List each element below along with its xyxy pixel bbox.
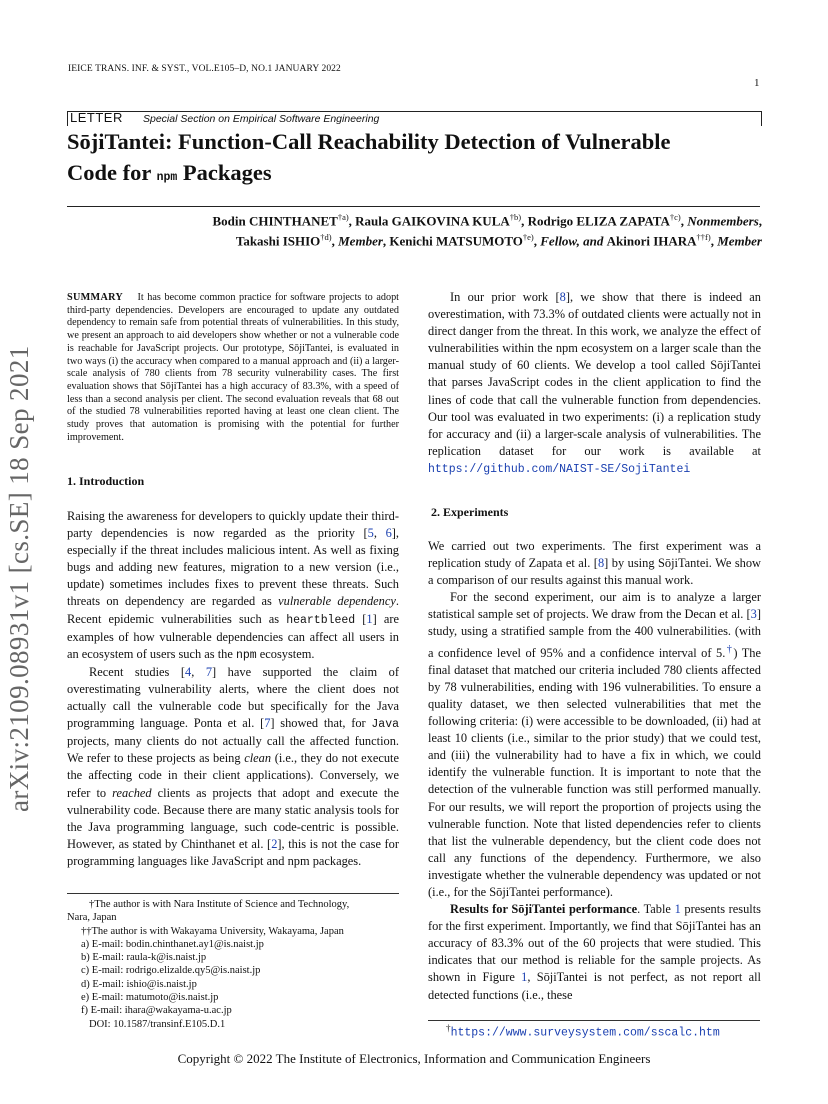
special-section-label: Special Section on Empirical Software Engineering [143,113,380,125]
title-line-1: SōjiTantei: Function-Call Reachability Detection of Vulnerable [67,129,671,154]
section-heading-introduction: 1. Introduction [67,474,145,488]
author-sup: †d) [320,232,332,243]
author-line-1: Bodin CHINTHANET$^{\dagger a)}$, Raula GAIKOVINA KULA$^{\dagger b)}$, Rodrigo ELIZA ZAPATA$^{\dagger c)}$, Nonmembers, [212,212,762,229]
prior-work-paragraph [428,289,761,478]
footnote-mark: † [446,1023,451,1033]
citation-link[interactable]: 7 [205,664,213,679]
experiments-body [428,538,761,1004]
emphasis: reached [112,785,152,800]
text: For the second experiment, our aim is to analyze a larger statistical sample set of projects. We draw from the Decan et al. [ [428,590,761,622]
text: ] study, using a stratified sample from the 400 vulnerabilities. (with a confidence level of 95% and a confidence interval of 5. [428,607,761,660]
citation-link[interactable]: 4 [185,664,192,679]
footnote-mark[interactable]: † [725,643,734,655]
author-role: Fellow [540,233,577,249]
author-name: Raula GAIKOVINA KULA [355,213,510,229]
text: ecosystem. [256,646,315,661]
survey-footnote [446,1023,720,1040]
text: ], we show that there is indeed an overestimation, with 73.3% of outdated clients were actually not in direct danger from the threat. In this work, we analyze the effect of vulnerabilities within the npm ecosystem on a larger scale than the manual study of 60 clients. We develop a tool called SōjiTantei that parses JavaScript codes in the client application to find the lines of code that call the vulnerable function from dependencies. Our tool was evaluated in two experiments: (i) a replication study for accuracy and (ii) a larger-scale analysis of vulnerabilities. The replication dataset for our work is available at [428,290,761,458]
author-name: Kenichi MATSUMOTO [389,233,523,249]
text: ], this is not the case for programming languages like JavaScript and npm packages. [67,836,400,868]
text: In our prior work [ [450,290,560,304]
text: Raising the awareness for developers to quickly update their third-party dependencies is now regarded as the priority [ [67,509,399,541]
exp-paragraph-2 [428,589,761,901]
email-footnote: c) E-mail: rodrigo.elizalde.qy5@is.naist.jp [81,965,261,977]
code-term: npm [235,648,257,662]
doi: DOI: 10.1587/transinf.E105.D.1 [89,1018,226,1030]
repository-link[interactable]: https://github.com/NAIST-SE/SojiTantei [428,462,691,476]
author-name: Takashi ISHIO [235,233,321,249]
emphasis: clean [244,751,272,766]
text: clients as projects that adopt and execute the vulnerability code. Because there are many static analysis tools for the Java programming language, such code-centric is possible. However, as stated by Chinthanet et al. [ [67,785,399,851]
author-role: Member [717,233,762,249]
title-npm: npm [156,171,178,184]
affiliation-footnotes [67,898,399,1031]
intro-paragraph-1: Raising the awareness for developers to quickly update their third-party dependencies is now regarded as the priority [5, 6], especially if the threat includes malicious intent. As well as fixing bugs and adding new features, migration to a new version (i.e., update) sometimes includes fixes to prevent these threats. Such threats on dependency are regarded as vulnerable dependency. Recent epidemic vulnerabilities such as heartbleed [1] are examples of how vulnerable dependencies can affect all users in an ecosystem of users such as the npm ecosystem. [67,509,399,662]
author-name: Akinori IHARA [606,233,697,249]
text: . Table [637,902,675,917]
title-line-2 [67,157,767,193]
copyright-notice: Copyright © 2022 The Institute of Electronics, Information and Communication Engineers [177,1051,651,1066]
text: ) The final dataset that matched our criteria included 780 clients affected by 78 vulnerabilities, ending with 196 vulnerabilities. To ensure a quality dataset, we then selected vulnerabilities that met the following criteria: (i) were accessible to be downloaded, (ii) had at least 10 clients (i.e., similar to the prior study) that we could test, and (iii) the vulnerability had to have a fix in which, we could identify the vulnerable function. It is important to note that the detection of the vulnerable function was still performed manually. For our results, we will report the proportion of projects using the vulnerable function. Note that listed dependencies refer to clients that list the vulnerable dependency, but the client code does not call any functions of the dependency. Furthermore, we also investigate whether the vulnerable dependency was updated or not (i.e., for the SōjiTantei performance). [428,645,761,899]
text: We carried out two experiments. The first experiment was a replication study of Zapata et al. [ [428,539,761,571]
author-role: Member [338,233,383,249]
text: , SōjiTantei is not perfect, as not report all detected functions (i.e., these [428,970,762,1002]
title-text-end: Packages [177,160,272,185]
page-number: 1 [754,77,760,89]
summary-text: It has become common practice for software projects to adopt third-party dependencies. Developers are encouraged to update any outdated dependency to remain safe from potential threats of vulnerabilities. In this study, we present an approach to aid developers show whether or not a vulnerable code is reachable for JavaScript projects. Our prototype, SōjiTantei, is evaluated in two ways (i) the accuracy when compared to a manual approach and (ii) a larger-scale analysis of 780 clients from 78 security vulnerability cases. The first evaluation shows that SōjiTantei has a high accuracy of 83.3%, with a speed of less than a second analysis per client. The second evaluation reveals that 68 out of the studied 78 vulnerabilities reported having at least one clean client. The study proves that automation is promising with the potential for further improvement. [67,292,400,443]
code-term: Java [371,718,399,732]
text: are examples of how vulnerable dependencies can affect all users in an ecosystem of users such as the [67,611,399,661]
introduction-body [67,508,399,870]
letter-label: LETTER [70,110,123,125]
email-footnote: a) E-mail: bodin.chinthanet.ay1@is.naist.jp [81,938,264,950]
citation-link[interactable]: 2 [271,836,278,851]
citation-link[interactable]: 1 [366,611,373,626]
footnote-rule-right [428,1020,760,1021]
summary-label: SUMMARY [67,292,124,303]
text: (i.e., they do not execute the affecting code in their client applications). Conversely, we refer to [67,751,399,800]
email-footnote: b) E-mail: raula-k@is.naist.jp [81,952,207,964]
email-footnote: d) E-mail: ishio@is.naist.jp [81,978,197,990]
citation-link[interactable]: 8 [597,556,605,571]
exp-paragraph-1 [428,538,761,589]
title-rule [67,206,760,207]
arxiv-stamp: arXiv:2109.08931v1 [cs.SE] 18 Sep 2021 [4,345,34,812]
text: ] by using SōjiTantei. We show a comparison of our results against this manual work. [428,556,761,588]
exp-paragraph-3 [428,901,761,1004]
author-sup: †e) [522,232,534,243]
citation-link[interactable]: 3 [750,607,757,622]
intro-paragraph-2: Recent studies [4, 7] have supported the claim of overestimating vulnerability alerts, where the client does not actually call the vulnerable code but specifically for the Java programming language. Ponta et al. [7] showed that, for Java projects, many clients do not actually call the affected function. We refer to these projects as being clean (i.e., they do not execute the affecting code in their client applications). Conversely, we refer to reached clients as projects that adopt and execute the vulnerability code. Because there are many static analysis tools for the Java programming language, such code-centric is possible. However, as stated by Chinthanet et al. [2], this is not the case for programming languages like JavaScript and npm packages. [67,664,400,868]
emphasis: vulnerable dependency [278,594,396,609]
author-role: Nonmembers [687,213,759,229]
text: presents results for the first experiment. Importantly, we find that SōjiTantei has an accuracy of 83.3% out of the 60 projects that were studied. This indicates that our method is reliable for the sample projects. As shown in Figure [428,902,761,985]
footnote: ††The author is with Wakayama University, Wakayama, Japan [81,925,344,937]
summary-block [67,292,399,444]
right-paragraph-1 [428,289,761,478]
author-line-2: Takashi ISHIO$^{\dagger d)}$, Member, Kenichi MATSUMOTO$^{\dagger e)}$, Fellow, and Akinori IHARA$^{\dagger\dagger f)}$, Member [235,232,762,249]
run-in-heading: Results for SōjiTantei performance [450,902,638,917]
table-link[interactable]: 1 [674,902,681,917]
citation-link[interactable]: 6 [385,526,392,541]
text: . Recent epidemic vulnerabilities such as [67,594,399,626]
author-sup: †a) [337,212,349,222]
author-name: Rodrigo ELIZA ZAPATA [527,213,670,229]
author-list [120,209,762,250]
citation-link[interactable]: 8 [559,290,566,304]
footnote: Nara, Japan [67,912,117,924]
paper-title [67,126,767,193]
text: ] showed that, for [270,716,372,731]
journal-header: IEICE TRANS. INF. & SYST., VOL.E105–D, NO.1 JANUARY 2022 [68,64,341,74]
citation-link[interactable]: 7 [264,716,271,731]
figure-link[interactable]: 1 [521,970,528,985]
author-sup: ††f) [696,232,711,243]
title-text: Code for [67,160,157,185]
survey-link[interactable]: https://www.surveysystem.com/sscalc.htm [450,1026,720,1040]
text: ], especially if the threat includes malicious intent. As well as fixing bugs and adding new features, migration to a new version (i.e., update) sometimes includes fixes to prevent these threats. Such threats on dependency are regarded as [67,526,399,609]
footnote: †The author is with Nara Institute of Science and Technology, [89,899,350,910]
footnote-rule [67,893,399,894]
email-footnote: f) E-mail: ihara@wakayama-u.ac.jp [81,1005,232,1017]
author-sup: †c) [669,212,681,222]
text: ] have supported the claim of overestimating vulnerability alerts, where the client does not actually call the vulnerable code but specifically for the Java programming language. Ponta et al. [ [67,664,399,731]
text: Recent studies [ [89,664,185,679]
author-name: Bodin CHINTHANET [212,213,338,229]
email-footnote: e) E-mail: matumoto@is.naist.jp [81,992,219,1004]
section-heading-experiments: 2. Experiments [431,505,509,519]
text: projects, many clients do not actually call the affected function. We refer to these projects as being [67,734,399,766]
citation-link[interactable]: 5 [367,526,374,541]
author-sup: †b) [509,212,522,222]
code-term: heartbleed [286,613,356,627]
